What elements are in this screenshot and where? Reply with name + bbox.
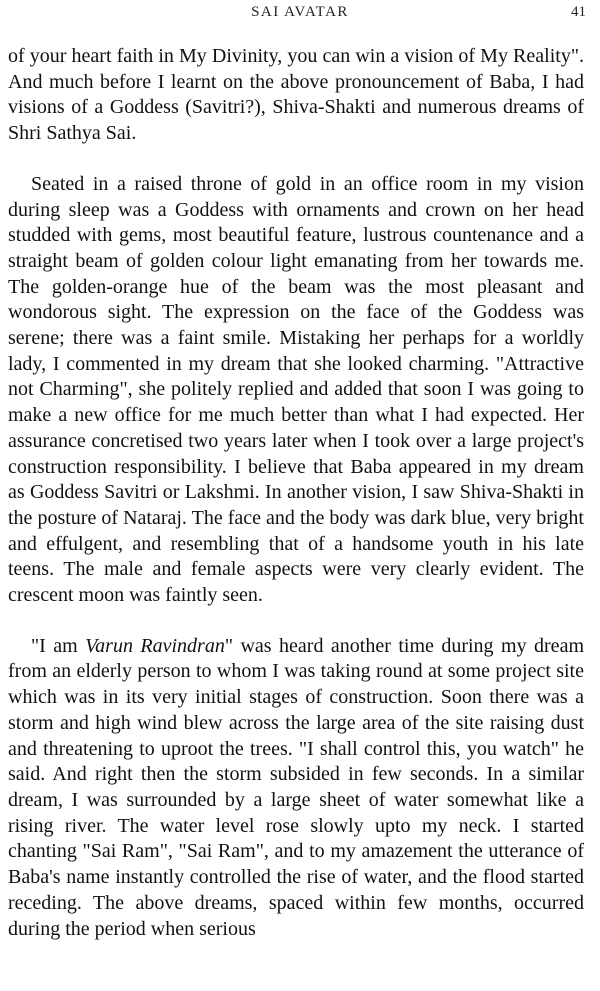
running-head <box>0 4 600 26</box>
quote-remainder: " was heard another time during my dream from an elderly person to whom I was taking round at some project site which was in its very initial stages of construction. Soon there was a storm and high wind blew across the large area of the site raising dust and threatening to uproot the trees. "I shall control this, you watch" he said. And right then the storm subsided in few seconds. In a similar dream, I was surrounded by a large sheet of water somewhat like a rising river. The water level rose slowly upto my neck. I started chanting "Sai Ram", "Sai Ram", and to my amazement the utterance of Baba's name instantly controlled the rise of water, and the flood started receding. The above dreams, spaced within few months, occurred during the period when serious <box>8 634 584 940</box>
paragraph-varun-ravindran-dream <box>8 634 584 942</box>
paragraph-goddess-vision: Seated in a raised throne of gold in an office room in my vision during sleep was a Goddess with ornaments and crown on her head studded with gems, most beautiful feature, lustrous countenance and a straight beam of golden colour light emanating from her towards me. The golden-orange hue of the beam was the most pleasant and wondorous sight. The expression on the face of the Goddess was serene; there was a faint smile. Mistaking her perhaps for a worldly lady, I commented in my dream that she looked charming. "Attractive not Charming", she politely replied and added that soon I was going to make a new office for me much better than what I had expected. Her assurance concretised two years later when I took over a large project's construction responsibility. I believe that Baba appeared in my dream as Goddess Savitri or Lakshmi. In another vision, I saw Shiva-Shakti in the posture of Nataraj. The face and the body was dark blue, very bright and effulgent, and resembling that of a handsome youth in his late teens. The male and female aspects were very clearly evident. The crescent moon was faintly seen. <box>8 172 584 607</box>
paragraph-continuation: of your heart faith in My Divinity, you can win a vision of My Reality". And much before I learnt on the above pronouncement of Baba, I had visions of a Goddess (Savitri?), Shiva-Shakti and numerous dreams of Shri Sathya Sai. <box>8 45 584 145</box>
page-body <box>8 44 584 942</box>
italic-name: Varun Ravindran <box>85 634 225 657</box>
quote-opening: "I am <box>31 634 86 657</box>
header-title: SAI AVATAR <box>251 4 349 20</box>
page-number: 41 <box>571 4 586 20</box>
